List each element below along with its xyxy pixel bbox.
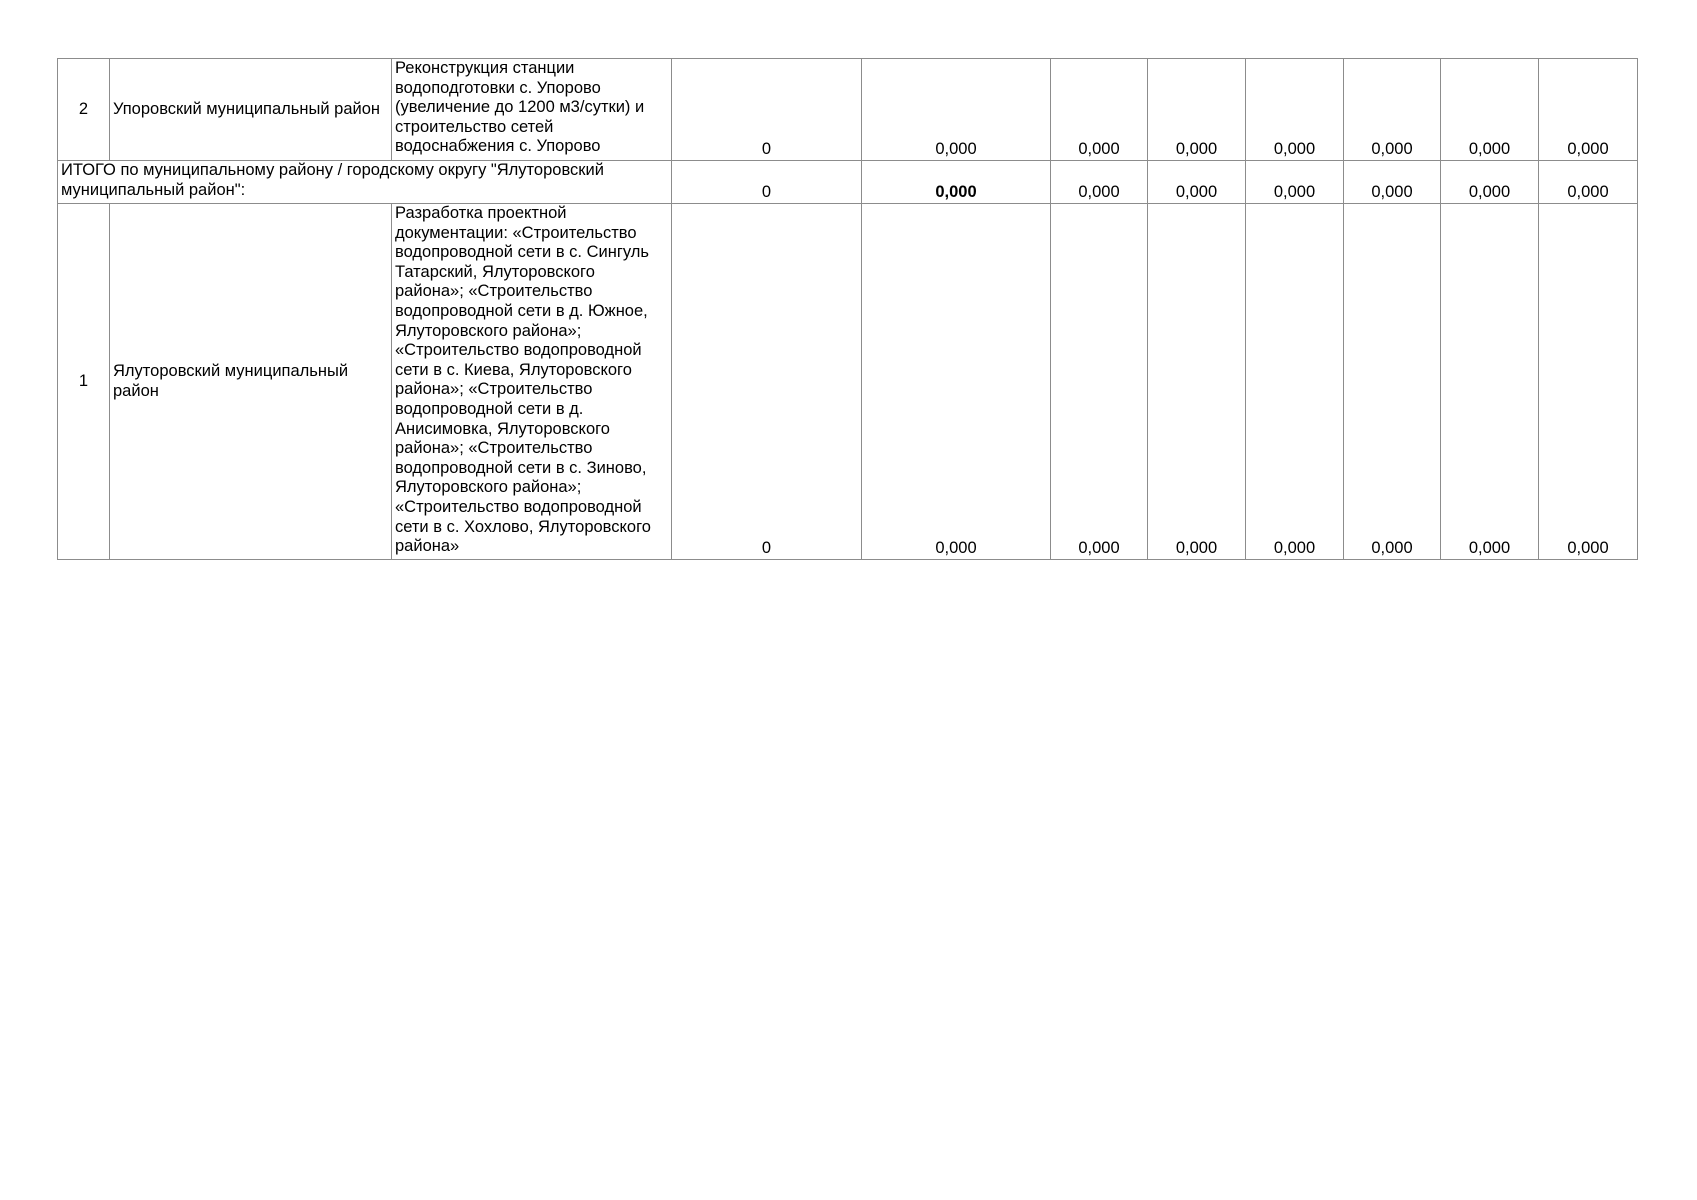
budget-table [57,58,1638,560]
row-number: 2 [58,59,110,161]
amount-cell: 0,000 [1148,161,1246,204]
amount-cell: 0,000 [1344,161,1441,204]
district-name: Ялуторовский муниципальный район [110,204,392,560]
amount-cell: 0,000 [862,204,1051,560]
table-row [58,59,1638,161]
district-name: Упоровский муниципальный район [110,59,392,161]
amount-cell: 0,000 [1441,204,1539,560]
amount-cell: 0,000 [1148,59,1246,161]
amount-cell: 0,000 [1246,59,1344,161]
total-amount-cell: 0,000 [862,161,1051,204]
count-cell: 0 [672,161,862,204]
amount-cell: 0,000 [1539,204,1638,560]
count-cell: 0 [672,59,862,161]
total-row [58,161,1638,204]
count-cell: 0 [672,204,862,560]
amount-cell: 0,000 [1441,161,1539,204]
amount-cell: 0,000 [1051,59,1148,161]
row-number: 1 [58,204,110,560]
amount-cell: 0,000 [862,59,1051,161]
amount-cell: 0,000 [1344,204,1441,560]
amount-cell: 0,000 [1148,204,1246,560]
amount-cell: 0,000 [1539,161,1638,204]
amount-cell: 0,000 [1441,59,1539,161]
amount-cell: 0,000 [1344,59,1441,161]
total-label: ИТОГО по муниципальному району / городскому округу "Ялуторовский муниципальный район": [58,161,672,204]
amount-cell: 0,000 [1246,161,1344,204]
amount-cell: 0,000 [1539,59,1638,161]
amount-cell: 0,000 [1051,204,1148,560]
table-row [58,204,1638,560]
project-description: Разработка проектной документации: «Строительство водопроводной сети в с. Сингуль Татарский, Ялуторовского района»; «Строительство водопроводной сети в д. Южное, Ялуторовского района»; «Строительство водопроводной сети в с. Киева, Ялуторовского района»; «Строительство водопроводной сети в д. Анисимовка, Ялуторовского района»; «Строительство водопроводной сети в с. Зиново, Ялуторовского района»; «Строительство водопроводной сети в с. Хохлово, Ялуторовского района» [392,204,672,560]
amount-cell: 0,000 [1246,204,1344,560]
project-description: Реконструкция станции водоподготовки с. Упорово (увеличение до 1200 м3/сутки) и строительство сетей водоснабжения с. Упорово [392,59,672,161]
amount-cell: 0,000 [1051,161,1148,204]
